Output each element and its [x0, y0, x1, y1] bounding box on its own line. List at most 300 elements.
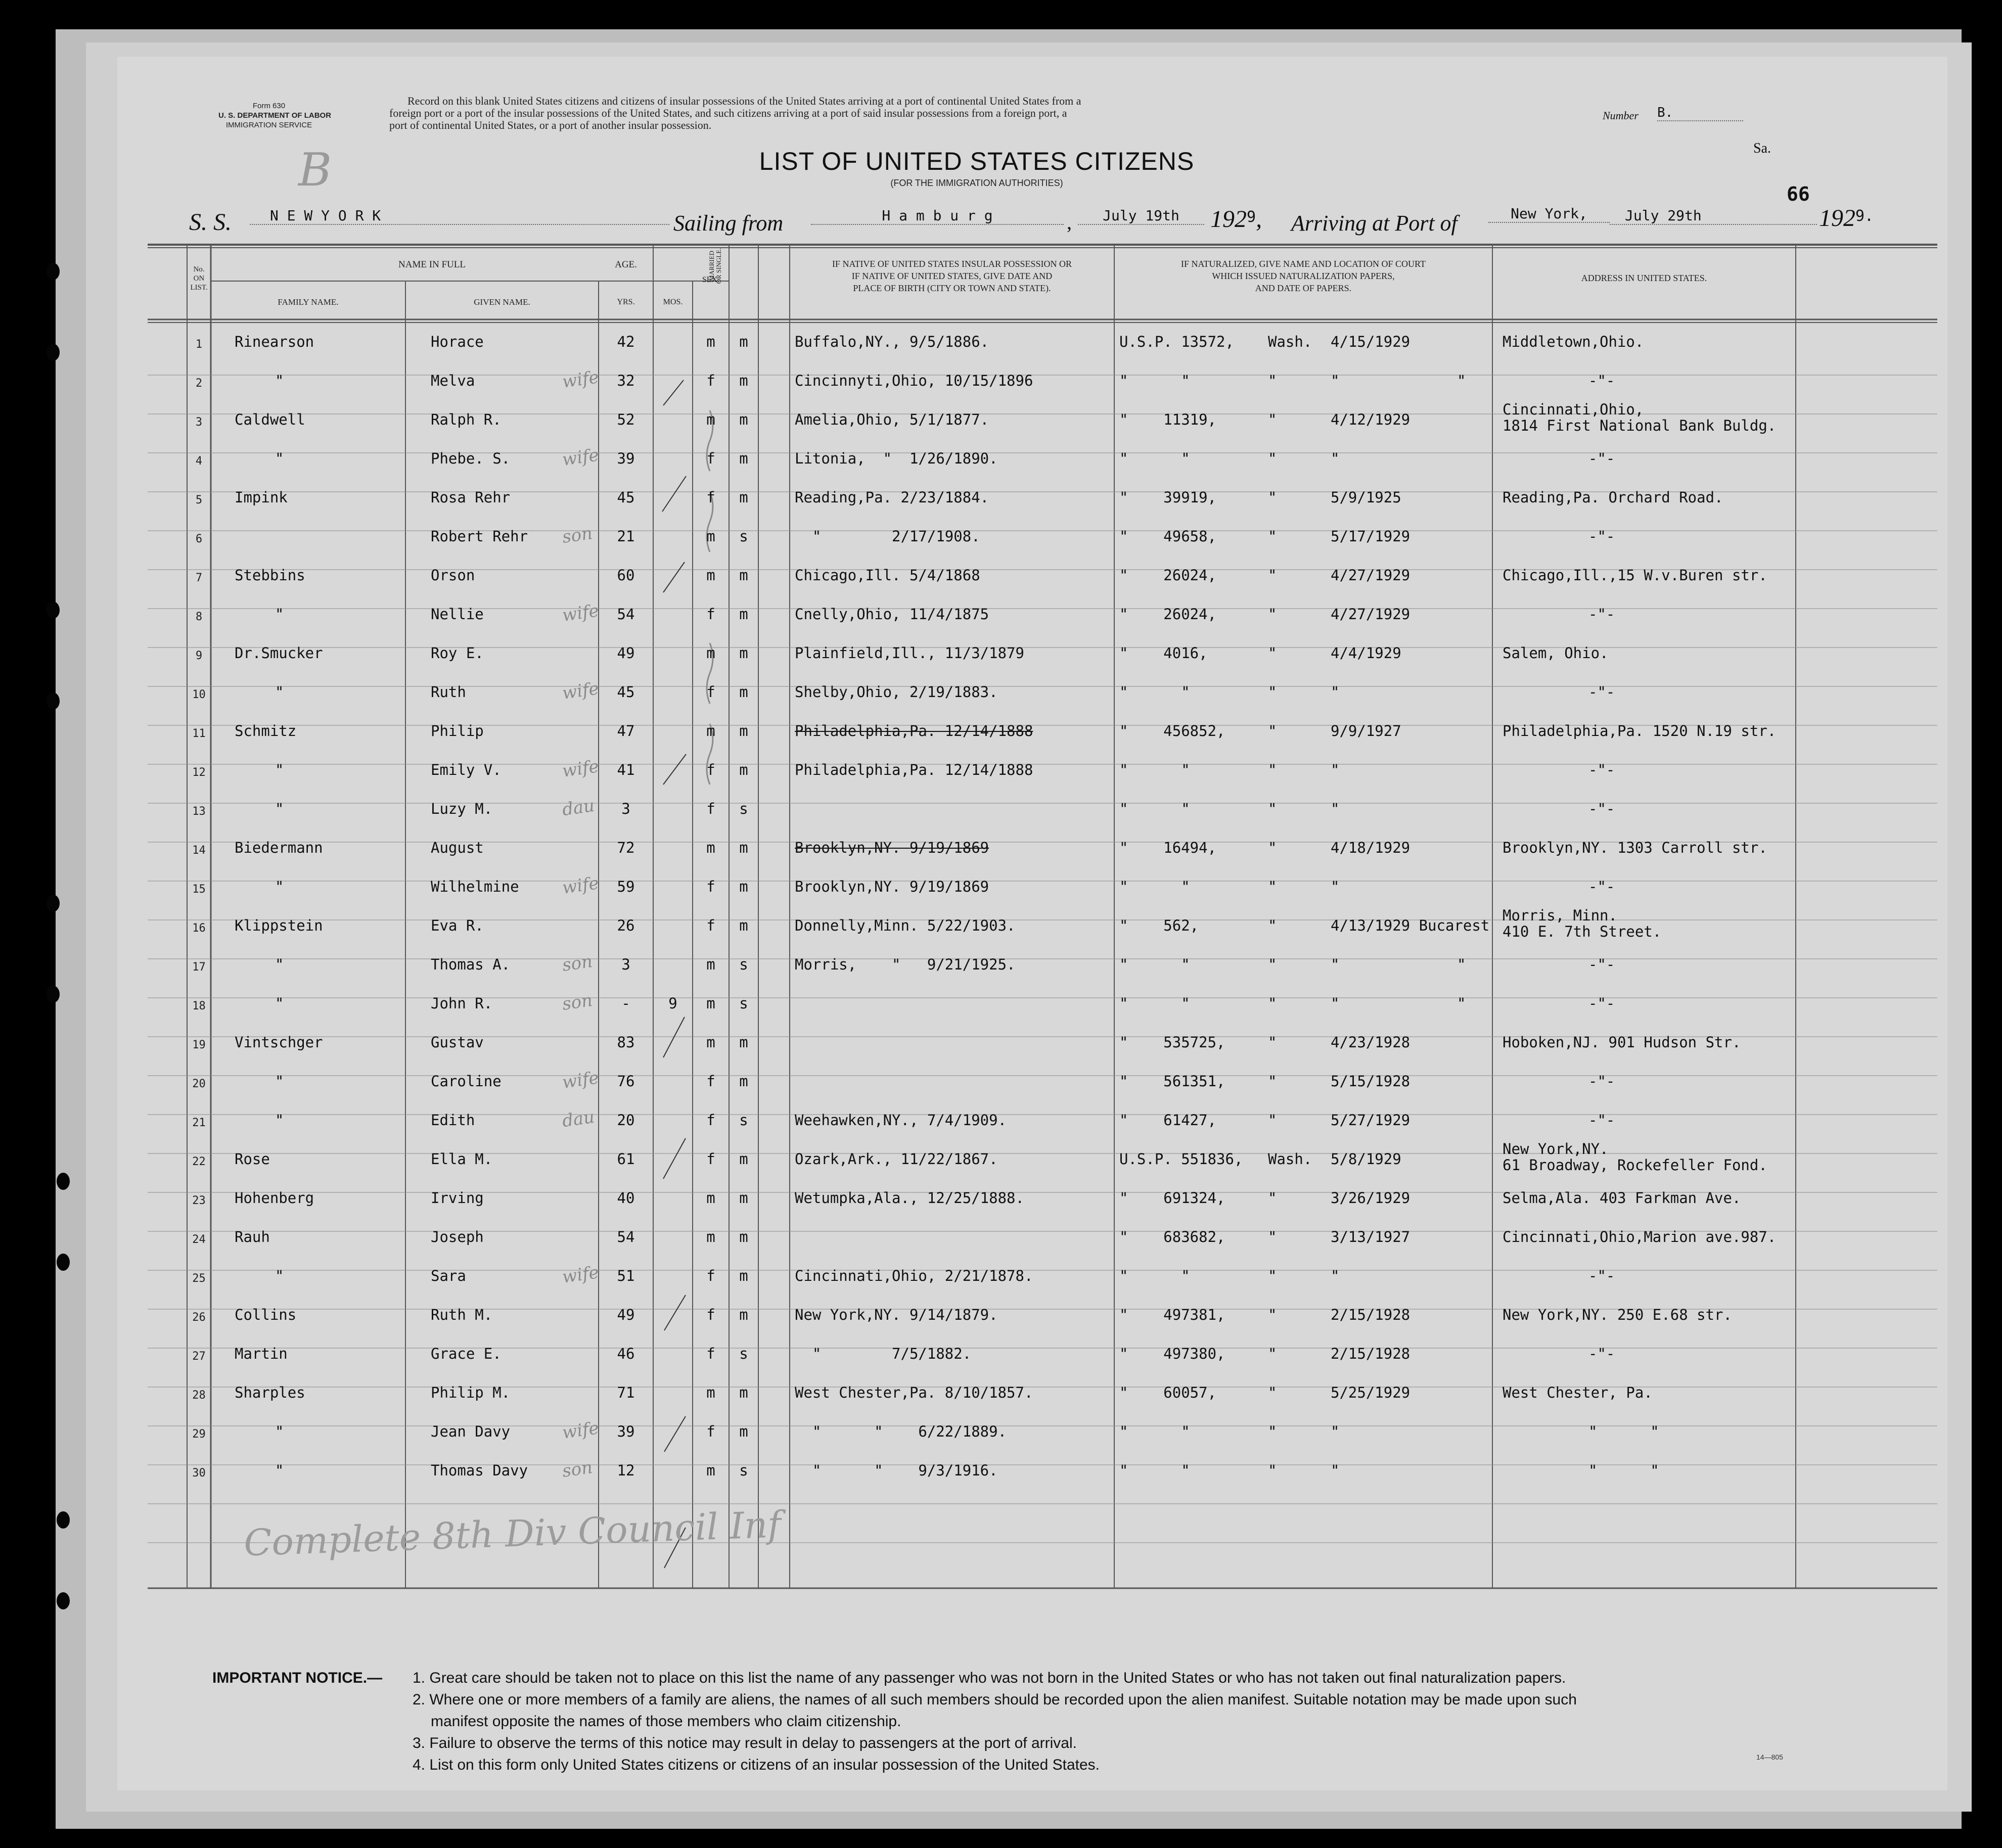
- family-name: Caldwell: [235, 411, 305, 428]
- arrival-date: July 29th: [1610, 207, 1817, 225]
- family-name: Collins: [235, 1306, 297, 1323]
- header-family-name: FAMILY NAME.: [278, 297, 339, 307]
- family-name: Vintschger: [235, 1034, 323, 1051]
- naturalization-court: ": [1268, 1189, 1277, 1207]
- naturalization-paper: U.S.P. 551836,: [1119, 1150, 1243, 1168]
- binder-hole: [47, 986, 60, 1003]
- pencil-relation-note: dau: [561, 1106, 596, 1132]
- address-line: -"-: [1588, 1073, 1615, 1090]
- naturalization-paper: " ": [1119, 878, 1190, 895]
- address-line: -"-: [1588, 606, 1615, 623]
- naturalization-date: ": [1331, 1423, 1340, 1440]
- address-line: Chicago,Ill.,15 W.v.Buren str.: [1503, 567, 1767, 584]
- naturalization-paper: " ": [1119, 1267, 1190, 1284]
- address-line: 410 E. 7th Street.: [1503, 923, 1662, 940]
- form-code: 14—805: [1756, 1753, 1783, 1761]
- naturalization-date: 4/12/1929: [1331, 411, 1410, 428]
- header-naturalized: [1114, 258, 1492, 294]
- sex: m: [706, 956, 715, 973]
- family-name: ": [275, 372, 284, 389]
- address-line: Hoboken,NJ. 901 Hudson Str.: [1503, 1034, 1741, 1051]
- birth-place-date: Donnelly,Minn. 5/22/1903.: [795, 917, 1016, 934]
- given-name: Sara: [431, 1267, 466, 1284]
- birth-place-date: Litonia, " 1/26/1890.: [795, 450, 998, 467]
- naturalization-paper: " ": [1119, 761, 1190, 778]
- age-years: 59: [617, 878, 635, 895]
- row-number: 27: [192, 1350, 206, 1363]
- age-years: 3: [621, 800, 630, 817]
- given-name: Phebe. S.: [431, 450, 511, 467]
- naturalization-paper: " 39919,: [1119, 489, 1217, 506]
- naturalization-date: 4/27/1929: [1331, 606, 1410, 623]
- marital-status: m: [739, 1150, 748, 1168]
- given-name: Gustav: [431, 1034, 484, 1051]
- number-value: B.: [1657, 105, 1743, 121]
- pencil-relation-note: wife: [561, 1418, 601, 1443]
- row-number: 15: [192, 883, 206, 896]
- family-name: Klippstein: [235, 917, 323, 934]
- naturalization-date: 5/8/1929: [1331, 1150, 1401, 1168]
- sex: f: [706, 1306, 715, 1323]
- naturalization-extra: ": [1457, 372, 1466, 389]
- naturalization-paper: " ": [1119, 1462, 1190, 1479]
- naturalization-date: 4/27/1929: [1331, 567, 1410, 584]
- naturalization-court: ": [1268, 1423, 1277, 1440]
- sailing-from: H a m b u r g: [811, 207, 1064, 225]
- given-name: Joseph: [431, 1228, 484, 1245]
- row-number: 5: [195, 494, 203, 506]
- header-line: MARRIED: [708, 251, 715, 281]
- header-age: AGE.: [615, 259, 637, 270]
- marital-status: s: [739, 528, 748, 545]
- row-number: 22: [192, 1156, 206, 1168]
- marital-status: m: [739, 450, 748, 467]
- naturalization-paper: " ": [1119, 683, 1190, 701]
- sex: f: [706, 489, 715, 506]
- given-name: Orson: [431, 567, 475, 584]
- given-name: Emily V.: [431, 761, 502, 778]
- row-number: 17: [192, 961, 206, 974]
- row-number: 8: [195, 611, 203, 623]
- pencil-relation-note: wife: [561, 1262, 601, 1287]
- ship-name: N E W Y O R K: [250, 207, 669, 225]
- header-given-name: GIVEN NAME.: [474, 297, 530, 307]
- naturalization-paper: " 11319,: [1119, 411, 1217, 428]
- sex: f: [706, 878, 715, 895]
- family-name: Martin: [235, 1345, 288, 1362]
- marital-status: m: [739, 489, 748, 506]
- family-name: Biedermann: [235, 839, 323, 856]
- depart-year: $192^9$,: [1210, 206, 1262, 233]
- address-line: -"-: [1588, 878, 1615, 895]
- naturalization-date: ": [1331, 1462, 1340, 1479]
- given-name: Eva R.: [431, 917, 484, 934]
- row-number: 26: [192, 1311, 206, 1324]
- marital-status: m: [739, 761, 748, 778]
- naturalization-court: ": [1268, 567, 1277, 584]
- year-prefix: 192: [1819, 205, 1855, 232]
- naturalization-date: 5/17/1929: [1331, 528, 1410, 545]
- marital-status: m: [739, 839, 748, 856]
- header-line: IF NATIVE OF UNITED STATES, GIVE DATE AND: [851, 271, 1053, 281]
- naturalization-date: ": [1331, 956, 1340, 973]
- year-suffix: 9.: [1855, 207, 1874, 225]
- header-line: OR SINGLE.: [715, 248, 722, 284]
- family-name: ": [275, 1073, 284, 1090]
- given-name: Caroline: [431, 1073, 502, 1090]
- naturalization-court: ": [1268, 372, 1277, 389]
- pencil-relation-note: son: [561, 990, 594, 1014]
- pencil-mark: B: [298, 144, 332, 197]
- naturalization-court: ": [1268, 1384, 1277, 1401]
- sex: f: [706, 800, 715, 817]
- naturalization-paper: " 497380,: [1119, 1345, 1225, 1362]
- row-number: 2: [195, 377, 203, 390]
- arrival-port: New York,: [1488, 205, 1610, 223]
- naturalization-court: ": [1268, 761, 1277, 778]
- binder-hole: [57, 1511, 70, 1529]
- address-line: " ": [1588, 1423, 1659, 1440]
- naturalization-date: ": [1331, 878, 1340, 895]
- sex: m: [706, 839, 715, 856]
- family-name: ": [275, 800, 284, 817]
- address-line: Cincinnati,Ohio,: [1503, 401, 1644, 418]
- naturalization-date: ": [1331, 450, 1340, 467]
- row-number: 16: [192, 922, 206, 935]
- birth-place-date: " 2/17/1908.: [795, 528, 980, 545]
- family-name: Hohenberg: [235, 1189, 314, 1207]
- manifest-page: Form 630 U. S. DEPARTMENT OF LABOR IMMIGRATION SERVICE Record on this blank United States citizens and citizens of insular possessions of the United States arriving at a port of continental United States from a foreign port or a port of the insular possessions of the United States, and such citizens arriving at a port of said insular possessions from a foreign port, a port of continental United States, or a port of another insular possession. Number B. Sa. B LIST OF UNITED STATES CITIZENS (FOR THE IMMIGRATION AUTHORITIES) 66 S. S. N E W Y O R K Sailing from H a m b u r g , July 19th $192^9$, Arriving at Port of New York, July 29th $192^{9.}$ No. ON LIST. NAME IN FULL FAMILY NAME. GIVEN NAME. AGE. YRS. MOS. SEX. MARRIED OR SINGLE. IF NATIVE OF UNITED STATES INSULAR POSSESSION OR IF NATIVE OF UNITED STATES, GIVE DATE AND PLACE OF BIRTH (CITY OR TOWN AND STATE). IF NATURALIZED, GIVE NAME AND LOCATION OF COURT WHICH ISSUED NATURALIZATION PAPERS, AND DATE OF PAPERS. ADDRESS IN UNITED STATES. 1 Rinearson Horace 42 m m Buffalo,NY., 9/5/1886. U.S.P. 13572, Wash. 4/15/1929 Middletown,Ohio. 2 " Melva 32 f m Cincinnyti,Ohio, 10/15/1896 " " " " " -"- wife 3 Caldwell Ralph R. 52 m m Amelia,Ohio, 5/1/1877. " 11319, " 4/12/1929 Cincinnati,Ohio, 1814 First National Bank Buldg. 4 " Phebe. S. 39 f m Litonia, " 1/26/1890. " " " " -"- wife 5 Impink Rosa Rehr 45 f m Reading,Pa. 2/23/1884. " 39919, " 5/9/1925 Reading,Pa. Orchard Road. 6 Robert Rehr 21 m s " 2/17/1908. " 49658, " 5/17/1929 -"- son 7 Stebbins Orson 60 m m Chicago,Ill. 5/4/1868 " 26024, " 4/27/1929 Chicago,Ill.,15 W.v.Buren str. 8 " Nellie 54 f m Cnelly,Ohio, 11/4/1875 " 26024, " 4/27/1929 -"- wife 9 Dr.Smucker Roy E. 49 m m Plainfield,Ill., 11/3/1879 " 4016, " 4/4/1929 Salem, Ohio. 10 " Ruth 45 f m Shelby,Ohio, 2/19/1883. " " " " -"- wife 11 Schmitz Philip 47 m m Philadelphia,Pa. 12/14/1888 " 456852, " 9/9/1927 Philadelphia,Pa. 1520 N.19 str. 12 " Emily V. 41 f m Philadelphia,Pa. 12/14/1888 " " " " -"- wife 13 " Luzy M. 3 f s " " " " -"- dau 14 Biedermann August 72 m m Brooklyn,NY. 9/19/1869 " 16494, " 4/18/1929 Brooklyn,NY. 1303 Carroll str. 15 " Wilhelmine 59 f m Brooklyn,NY. 9/19/1869 " " " " -"- wife 16 Klippstein Eva R. 26 f m Donnelly,Minn. 5/22/1903. " 562, " 4/13/1929 Bucarest Morris, Minn. 410 E. 7th Street. 17 " Thomas A. 3 m s Morris, " 9/21/1925. " " " " " -"- son 18 " John R. - 9 m s " " " " " -"- son 19 Vintschger Gustav 83 m m " 535725, " 4/23/1928 Hoboken,NJ. 901 Hudson Str. 20 " Caroline 76 f m " 561351, " 5/15/1928 -"- wife 21 " Edith 20 f s Weehawken,NY., 7/4/1909. " 61427, " 5/27/1929 -"- dau 22 Rose Ella M. 61 f m Ozark,Ark., 11/22/1867. U.S.P. 551836, Wash. 5/8/1929 New York,NY. 61 Broadway, Rockefeller Fond. 23 Hohenberg Irving 40 m m Wetumpka,Ala., 12/25/1888. " 691324, " 3/26/1929 Selma,Ala. 403 Farkman Ave. 24 Rauh Joseph 54 m m " 683682, " 3/13/1927 Cincinnati,Ohio,Marion ave.987. 25 " Sara 51 f m Cincinnati,Ohio, 2/21/1878. " " " " -"- wife 26 Collins Ruth M. 49 f m New York,NY. 9/14/1879. " 497381, " 2/15/1928 New York,NY. 250 E.68 str. 27 Martin Grace E. 46 f s " 7/5/1882. " 497380, " 2/15/1928 -"- 28 Sharples Philip M. 71 m m West Chester,Pa. 8/10/1857. " 60057, " 5/25/1929 West Chester, Pa. 29 " Jean Davy 39 f m " " 6/22/1889. " " " " " " wife 30 " Thomas Davy 12 m s " " 9/3/1916. " " " " " " son Complete 8th Div Council Inf IMPORTANT NOTICE.— 1. Great care should be taken not to place on this list the name of any passenger who was not born in the United States or who has not taken out final naturalization papers. 2. Where one or more members of a family are aliens, the names of all such members should be recorded upon the alien manifest. Suitable notation may be made upon such manifest opposite the names of those members who claim citizenship. 3. Failure to observe the terms of this notice may result in delay to passengers at the port of arrival. 4. List on this form only United States citizens or citizens of an insular possession of the United States. 14—805: [117, 57, 1947, 1790]
- naturalization-court: ": [1268, 995, 1277, 1012]
- naturalization-extra: ": [1457, 956, 1466, 973]
- department-label: U. S. DEPARTMENT OF LABOR: [218, 111, 332, 120]
- header-line: IF NATURALIZED, GIVE NAME AND LOCATION OF COURT: [1181, 259, 1426, 269]
- birth-place-date: Wetumpka,Ala., 12/25/1888.: [795, 1189, 1024, 1207]
- naturalization-paper: " 26024,: [1119, 606, 1217, 623]
- naturalization-paper: " ": [1119, 800, 1190, 817]
- address-line: 1814 First National Bank Buldg.: [1503, 417, 1777, 434]
- family-name: ": [275, 995, 284, 1012]
- age-years: 71: [617, 1384, 635, 1401]
- given-name: Edith: [431, 1112, 475, 1129]
- year-suffix: 9: [1247, 208, 1256, 226]
- address-line: Philadelphia,Pa. 1520 N.19 str.: [1503, 722, 1777, 740]
- age-years: 21: [617, 528, 635, 545]
- family-name: ": [275, 956, 284, 973]
- form-number: Form 630: [252, 102, 286, 110]
- row-number: 18: [192, 1000, 206, 1012]
- marital-status: m: [739, 411, 748, 428]
- given-name: Thomas Davy: [431, 1462, 528, 1479]
- family-name: ": [275, 1423, 284, 1440]
- given-name: Philip M.: [431, 1384, 511, 1401]
- naturalization-date: 2/15/1928: [1331, 1345, 1410, 1362]
- naturalization-court: ": [1268, 800, 1277, 817]
- family-name: Impink: [235, 489, 288, 506]
- address-line: 61 Broadway, Rockefeller Fond.: [1503, 1157, 1767, 1174]
- page-subtitle: (FOR THE IMMIGRATION AUTHORITIES): [890, 178, 1063, 188]
- birth-place-date: Buffalo,NY., 9/5/1886.: [795, 333, 989, 350]
- pencil-relation-note: dau: [561, 795, 596, 820]
- sex: m: [706, 644, 715, 662]
- page-number: 66: [1787, 183, 1810, 205]
- naturalization-court: ": [1268, 411, 1277, 428]
- birth-place-date: Amelia,Ohio, 5/1/1877.: [795, 411, 989, 428]
- address-line: -"-: [1588, 800, 1615, 817]
- binder-hole: [47, 692, 60, 710]
- pencil-relation-note: son: [561, 523, 594, 547]
- given-name: Grace E.: [431, 1345, 502, 1362]
- page-title: LIST OF UNITED STATES CITIZENS: [759, 147, 1195, 175]
- sex: m: [706, 1462, 715, 1479]
- sex: f: [706, 606, 715, 623]
- naturalization-date: ": [1331, 995, 1340, 1012]
- age-months: 9: [668, 995, 677, 1012]
- row-number: 24: [192, 1233, 206, 1246]
- address-line: -"-: [1588, 372, 1615, 389]
- age-years: 26: [617, 917, 635, 934]
- naturalization-court: ": [1268, 450, 1277, 467]
- sa-label: Sa.: [1753, 141, 1771, 156]
- header-line: IF NATIVE OF UNITED STATES INSULAR POSSESSION OR: [832, 259, 1072, 269]
- family-name: Rauh: [235, 1228, 270, 1245]
- binder-hole: [57, 1592, 70, 1609]
- birth-place-date: " " 9/3/1916.: [795, 1462, 998, 1479]
- service-label: IMMIGRATION SERVICE: [225, 121, 312, 129]
- age-years: 39: [617, 1423, 635, 1440]
- family-name: Rose: [235, 1150, 270, 1168]
- age-years: -: [621, 995, 630, 1012]
- header-line: AND DATE OF PAPERS.: [1255, 283, 1352, 293]
- naturalization-paper: " 60057,: [1119, 1384, 1217, 1401]
- header-birth: [790, 258, 1114, 294]
- naturalization-court: ": [1268, 1034, 1277, 1051]
- sex: f: [706, 683, 715, 701]
- row-number: 25: [192, 1272, 206, 1285]
- marital-status: m: [739, 606, 748, 623]
- naturalization-date: ": [1331, 761, 1340, 778]
- naturalization-paper: " ": [1119, 372, 1190, 389]
- naturalization-court: ": [1268, 489, 1277, 506]
- naturalization-date: 5/27/1929: [1331, 1112, 1410, 1129]
- birth-place-date: " " 6/22/1889.: [795, 1423, 1007, 1440]
- instruction-line: port of continental United States, or a port of another insular possession.: [389, 119, 712, 131]
- given-name: Irving: [431, 1189, 484, 1207]
- pencil-relation-note: wife: [561, 678, 601, 704]
- marital-status: m: [739, 333, 748, 350]
- naturalization-court: ": [1268, 528, 1277, 545]
- given-name: Thomas A.: [431, 956, 511, 973]
- marital-status: m: [739, 372, 748, 389]
- birth-place-date: Weehawken,NY., 7/4/1909.: [795, 1112, 1007, 1129]
- age-years: 72: [617, 839, 635, 856]
- header-married-rotated: [708, 233, 722, 299]
- birth-place-date: Brooklyn,NY. 9/19/1869: [795, 839, 989, 856]
- marital-status: m: [739, 683, 748, 701]
- naturalization-paper: " 26024,: [1119, 567, 1217, 584]
- naturalization-date: 5/15/1928: [1331, 1073, 1410, 1090]
- given-name: Ella M.: [431, 1150, 493, 1168]
- family-name: Rinearson: [235, 333, 314, 350]
- ss-label: S. S.: [189, 209, 232, 236]
- pencil-relation-note: son: [561, 1457, 594, 1482]
- family-name: Dr.Smucker: [235, 644, 323, 662]
- birth-place-date: Plainfield,Ill., 11/3/1879: [795, 644, 1024, 662]
- address-line: -"-: [1588, 528, 1615, 545]
- notice-items: [413, 1667, 1577, 1776]
- naturalization-paper: " 456852,: [1119, 722, 1225, 740]
- sex: m: [706, 1228, 715, 1245]
- naturalization-date: 4/4/1929: [1331, 644, 1401, 662]
- given-name: Horace: [431, 333, 484, 350]
- row-number: 14: [192, 844, 206, 857]
- header-line: No.: [193, 265, 205, 273]
- age-years: 40: [617, 1189, 635, 1207]
- naturalization-date: 4/18/1929: [1331, 839, 1410, 856]
- marital-status: s: [739, 800, 748, 817]
- naturalization-court: ": [1268, 1345, 1277, 1362]
- pencil-relation-note: wife: [561, 445, 601, 470]
- given-name: August: [431, 839, 484, 856]
- marital-status: m: [739, 1423, 748, 1440]
- naturalization-court: ": [1268, 917, 1277, 934]
- naturalization-paper: " 562,: [1119, 917, 1199, 934]
- marital-status: m: [739, 1267, 748, 1284]
- marital-status: m: [739, 1384, 748, 1401]
- age-years: 54: [617, 606, 635, 623]
- family-name: Stebbins: [235, 567, 305, 584]
- marital-status: m: [739, 1306, 748, 1323]
- header-yrs: YRS.: [617, 298, 635, 306]
- naturalization-paper: " 535725,: [1119, 1034, 1225, 1051]
- naturalization-date: 3/26/1929: [1331, 1189, 1410, 1207]
- age-years: 51: [617, 1267, 635, 1284]
- family-name: ": [275, 1112, 284, 1129]
- row-number: 7: [195, 572, 203, 584]
- binder-hole: [47, 602, 60, 619]
- address-line: Reading,Pa. Orchard Road.: [1503, 489, 1723, 506]
- binder-hole: [57, 1173, 70, 1190]
- age-years: 45: [617, 683, 635, 701]
- naturalization-date: 4/23/1928: [1331, 1034, 1410, 1051]
- header-line: LIST.: [190, 284, 208, 292]
- naturalization-paper: " 497381,: [1119, 1306, 1225, 1323]
- marital-status: m: [739, 1228, 748, 1245]
- family-name: ": [275, 1267, 284, 1284]
- given-name: Rosa Rehr: [431, 489, 511, 506]
- notice-item: 1. Great care should be taken not to place on this list the name of any passenger who was not born in the United States or who has not taken out final naturalization papers.: [413, 1670, 1566, 1686]
- pencil-relation-note: wife: [561, 756, 601, 781]
- sex: f: [706, 1423, 715, 1440]
- given-name: Jean Davy: [431, 1423, 511, 1440]
- header-mos: MOS.: [663, 298, 683, 306]
- given-name: John R.: [431, 995, 493, 1012]
- sex: f: [706, 450, 715, 467]
- row-number: 20: [192, 1078, 206, 1090]
- age-years: 76: [617, 1073, 635, 1090]
- sex: m: [706, 1384, 715, 1401]
- row-number: 12: [192, 766, 206, 779]
- sex: f: [706, 761, 715, 778]
- naturalization-court: Wash.: [1268, 1150, 1312, 1168]
- naturalization-paper: " 691324,: [1119, 1189, 1225, 1207]
- marital-status: s: [739, 1112, 748, 1129]
- naturalization-paper: " 4016,: [1119, 644, 1208, 662]
- address-line: -"-: [1588, 956, 1615, 973]
- birth-place-date: Cnelly,Ohio, 11/4/1875: [795, 606, 989, 623]
- naturalization-date: 3/13/1927: [1331, 1228, 1410, 1245]
- marital-status: s: [739, 1462, 748, 1479]
- birth-place-date: Ozark,Ark., 11/22/1867.: [795, 1150, 998, 1168]
- year-prefix: 192: [1210, 206, 1247, 233]
- naturalization-paper: U.S.P. 13572,: [1119, 333, 1234, 350]
- address-line: -"-: [1588, 1267, 1615, 1284]
- row-number: 9: [195, 650, 203, 662]
- birth-place-date: Shelby,Ohio, 2/19/1883.: [795, 683, 998, 701]
- birth-place-date: Chicago,Ill. 5/4/1868: [795, 567, 980, 584]
- birth-place-date: Philadelphia,Pa. 12/14/1888: [795, 722, 1033, 740]
- given-name: Ruth M.: [431, 1306, 493, 1323]
- birth-place-date: New York,NY. 9/14/1879.: [795, 1306, 998, 1323]
- birth-place-date: West Chester,Pa. 8/10/1857.: [795, 1384, 1033, 1401]
- header-name-in-full: NAME IN FULL: [398, 259, 466, 270]
- naturalization-paper: " ": [1119, 1423, 1190, 1440]
- age-years: 54: [617, 1228, 635, 1245]
- naturalization-date: ": [1331, 683, 1340, 701]
- age-years: 20: [617, 1112, 635, 1129]
- given-name: Robert Rehr: [431, 528, 528, 545]
- pencil-relation-note: wife: [561, 600, 601, 626]
- instruction-line: Record on this blank United States citizens and citizens of insular possessions of the United States arriving at a port of continental United States from a: [407, 95, 1081, 107]
- row-number: 3: [195, 416, 203, 429]
- address-line: -"-: [1588, 1345, 1615, 1362]
- family-name: ": [275, 878, 284, 895]
- family-name: Schmitz: [235, 722, 297, 740]
- naturalization-court: ": [1268, 644, 1277, 662]
- binder-hole: [57, 1254, 70, 1271]
- age-years: 3: [621, 956, 630, 973]
- address-line: Selma,Ala. 403 Farkman Ave.: [1503, 1189, 1741, 1207]
- sex: m: [706, 722, 715, 740]
- sex: f: [706, 1112, 715, 1129]
- birth-place-date: Morris, " 9/21/1925.: [795, 956, 1016, 973]
- age-years: 45: [617, 489, 635, 506]
- naturalization-court: ": [1268, 1073, 1277, 1090]
- naturalization-court: ": [1268, 683, 1277, 701]
- row-number: 29: [192, 1428, 206, 1441]
- age-years: 52: [617, 411, 635, 428]
- naturalization-date: 9/9/1927: [1331, 722, 1401, 740]
- age-years: 61: [617, 1150, 635, 1168]
- family-name: ": [275, 761, 284, 778]
- sex: f: [706, 372, 715, 389]
- naturalization-court: ": [1268, 1462, 1277, 1479]
- birth-place-date: Philadelphia,Pa. 12/14/1888: [795, 761, 1033, 778]
- marital-status: m: [739, 1034, 748, 1051]
- notice-item: 3. Failure to observe the terms of this notice may result in delay to passengers at the port of arrival.: [413, 1735, 1077, 1751]
- address-line: Brooklyn,NY. 1303 Carroll str.: [1503, 839, 1767, 856]
- age-years: 49: [617, 644, 635, 662]
- age-years: 49: [617, 1306, 635, 1323]
- address-line: -"-: [1588, 683, 1615, 701]
- given-name: Nellie: [431, 606, 484, 623]
- naturalization-paper: " 49658,: [1119, 528, 1217, 545]
- birth-place-date: Brooklyn,NY. 9/19/1869: [795, 878, 989, 895]
- sex: m: [706, 1189, 715, 1207]
- naturalization-court: ": [1268, 1112, 1277, 1129]
- naturalization-date: 4/15/1929: [1331, 333, 1410, 350]
- given-name: Wilhelmine: [431, 878, 519, 895]
